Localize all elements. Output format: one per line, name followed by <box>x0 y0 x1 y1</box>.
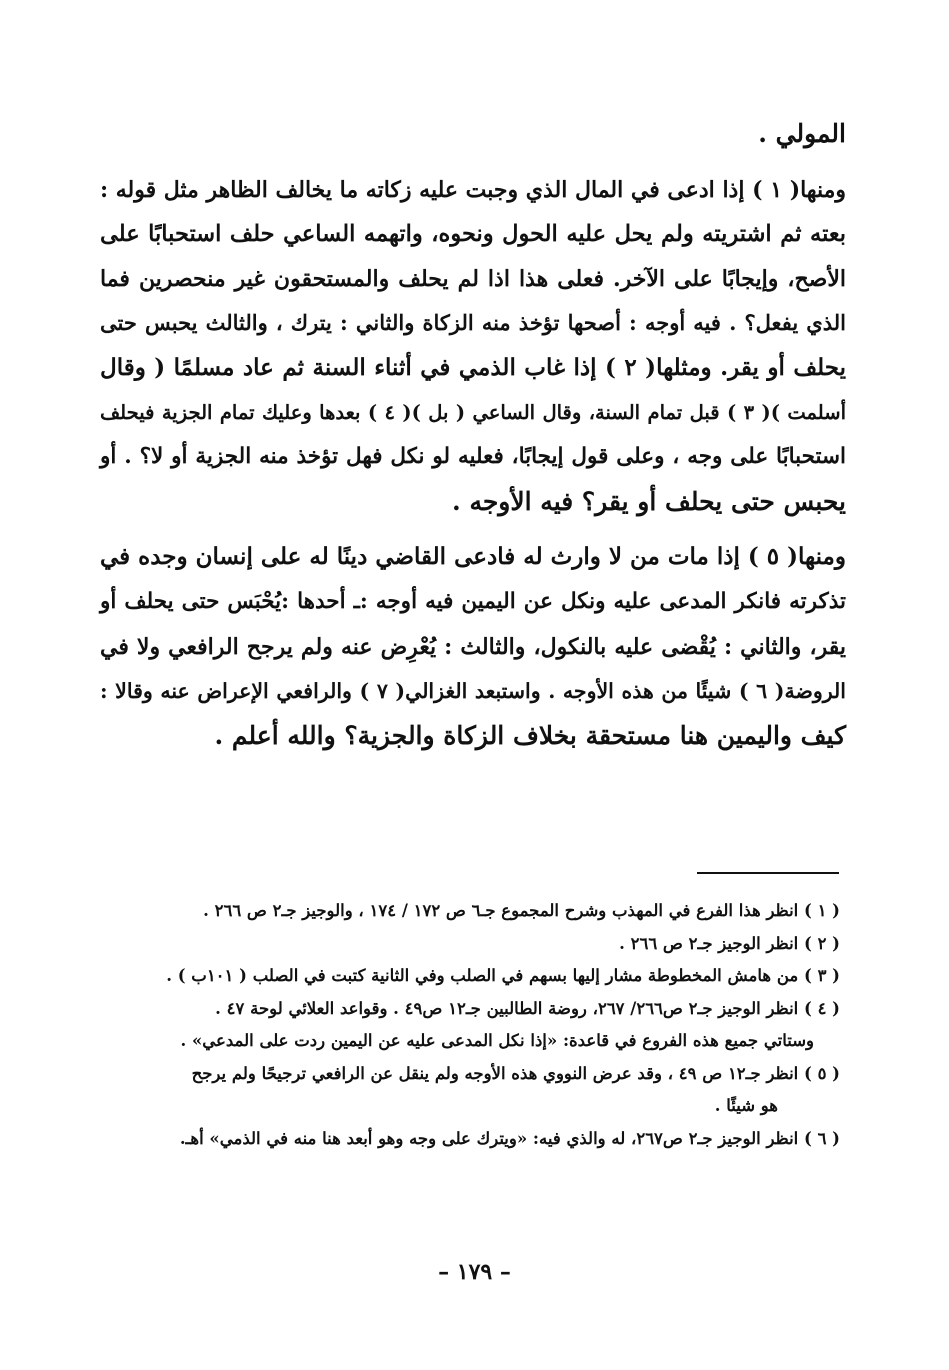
footnote-continuation: وستاتي جميع هذه الفروع في قاعدة: «إذا نكل المدعى عليه عن اليمين ردت على المدعي» . <box>180 1031 814 1050</box>
text-line: بعته ثم اشتريته ولم يحل عليه الحول ونحوه، واتهمه الساعي حلف استحبابًا على <box>100 221 846 248</box>
footnote: ( ٥ ) انظر جـ١٢ ص ٤٩ ، وقد عرض النووي هذه الأوجه ولم ينقل عن الرافعي ترجيحًا ولم يرجح <box>191 1063 840 1083</box>
text-line: الروضة( ٦ ) شيئًا من هذه الأوجه . واستبعد الغزالي( ٧ ) والرافعي الإعراض عنه وقالا : <box>100 679 846 704</box>
footnotes <box>100 895 840 1155</box>
text-line: ومنها( ١ ) إذا ادعى في المال الذي وجبت عليه زكاته ما يخالف الظاهر مثل قوله : <box>99 176 846 203</box>
main-text <box>100 112 846 758</box>
text-line: ومنها( ٥ ) إذا مات من لا وارث له فادعى القاضي دينًا له على إنسان وجده في <box>100 543 846 571</box>
footnote: ( ٤ ) انظر الوجيز جـ٢ ص٢٦٦/ ٢٦٧، روضة الطالبين جـ١٢ ص٤٩ . وقواعد العلائي لوحة ٤٧ . <box>215 998 840 1018</box>
text-line: استحبابًا على وجه ، وعلى قول إيجابًا، فعليه لو نكل فهل تؤخذ منه الجزية أو لا؟ . أو <box>100 444 846 470</box>
text-line: كيف واليمين هنا مستحقة بخلاف الزكاة والجزية؟ والله أعلم . <box>214 720 846 750</box>
text-line: يحلف أو يقر. ومثلها( ٢ ) إذا غاب الذمي في أثناء السنة ثم عاد مسلمًا ( وقال <box>100 353 846 381</box>
text-line: يقر، والثاني : يُقْضى عليه بالنكول، والثالث : يُعْرِض عنه ولم يرجح الرافعي ولا في <box>100 633 846 660</box>
text-line: المولي . <box>758 119 846 148</box>
text-line: أسلمت )( ٣ ) قبل تمام السنة، وقال الساعي ( بل )( ٤ ) بعدها وعليك تمام الجزية فيحلف <box>100 400 846 424</box>
footnote: ( ٢ ) انظر الوجيز جـ٢ ص ٢٦٦ . <box>619 933 840 953</box>
page-number: – ١٧٩ – <box>438 1259 511 1285</box>
footnote: ( ٣ ) من هامش المخطوطة مشار إليها بسهم في الصلب وفي الثانية كتبت في الصلب ( ١٠١ب ) . <box>166 966 840 985</box>
text-line: الذي يفعل؟ . فيه أوجه : أصحها تؤخذ منه الزكاة والثاني : يترك ، والثالث يحبس حتى <box>100 310 846 336</box>
footnote-separator <box>697 872 839 874</box>
text-line: يحبس حتى يحلف أو يقر؟ فيه الأوجه . <box>452 486 846 516</box>
text-line: الأصح، وإيجابًا على الآخر. فعلى هذا اذا لم يحلف والمستحقون غير منحصرين فما <box>100 265 846 292</box>
text-line: تذكرته فانكر المدعى عليه ونكل عن اليمين فيه أوجه :ـ أحدها :يُحْبَس حتى يحلف أو <box>100 588 846 614</box>
footnote: ( ١ ) انظر هذا الفرع في المهذب وشرح المجموع جـ٦ ص ١٧٢ / ١٧٤ ، والوجيز جـ٢ ص ٢٦٦ . <box>203 901 840 920</box>
footnote-continuation: هو شيئًا . <box>714 1096 778 1115</box>
footnote: ( ٦ ) انظر الوجيز جـ٢ ص٢٦٧، له والذي فيه: «ويترك على وجه وهو أبعد هنا منه في الذمي» أهـ. <box>179 1128 840 1148</box>
